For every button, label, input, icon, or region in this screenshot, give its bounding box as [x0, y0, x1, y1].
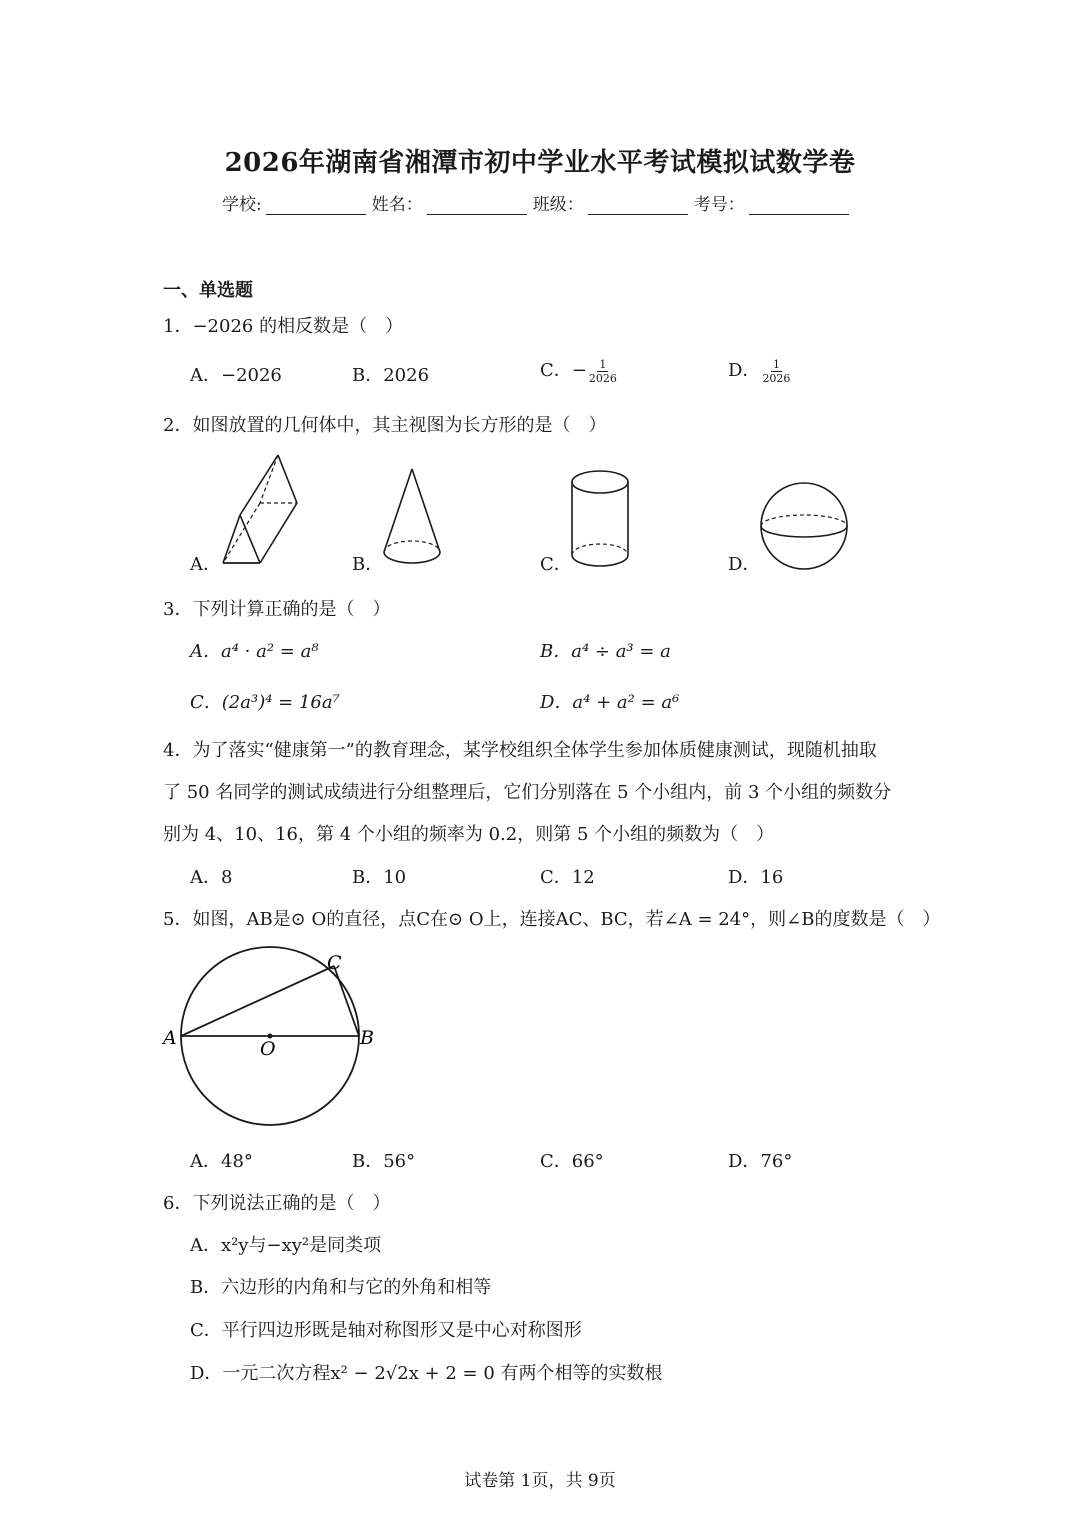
cylinder-figure [568, 465, 633, 575]
q4-line-3: 别为 4、10、16，第 4 个小组的频率为 0.2，则第 5 个小组的频数为（ ） [163, 824, 775, 845]
point-label-a: A [163, 1027, 177, 1049]
q4-option-c: C．12 [540, 867, 595, 888]
q3-option-d: D．a⁴ + a² = a⁶ [540, 692, 680, 713]
q4-option-b: B．10 [352, 867, 407, 888]
school-label: 学校: [222, 195, 262, 215]
prism-figure [215, 450, 305, 570]
point-label-b: B [360, 1027, 374, 1049]
q3-option-c: C．(2a³)⁴ = 16a⁷ [190, 692, 340, 713]
school-blank [266, 196, 366, 215]
q4-line-2: 了 50 名同学的测试成绩进行分组整理后，它们分别落在 5 个小组内，前 3 个小组的频数分 [163, 782, 892, 803]
exam-number-blank [749, 196, 849, 215]
q3-stem: 3．下列计算正确的是（ ） [163, 599, 391, 620]
q1-option-d-fraction [762, 358, 790, 385]
section-heading: 一、单选题 [163, 280, 253, 301]
point-label-c: C [327, 952, 342, 974]
cone-figure [380, 465, 445, 575]
page-footer: 试卷第 1页，共 9页 [464, 1471, 616, 1491]
q1-stem: 1．−2026 的相反数是（ ） [163, 316, 404, 337]
circle-diagram [160, 942, 380, 1132]
q1-option-d [728, 356, 790, 385]
chord-bc [334, 966, 359, 1036]
q6-stem: 6．下列说法正确的是（ ） [163, 1193, 391, 1214]
q6-option-b: B．六边形的内角和与它的外角和相等 [190, 1277, 492, 1298]
q3-option-b: B．a⁴ ÷ a³ = a [540, 641, 671, 662]
q1-option-b: B．2026 [352, 365, 430, 386]
q1-option-d-prefix: D． [728, 360, 761, 381]
q1-d-numerator: 1 [772, 357, 780, 371]
q6-option-c: C．平行四边形既是轴对称图形又是中心对称图形 [190, 1320, 582, 1341]
q2-option-c-label: C． [540, 554, 572, 575]
q4-option-a: A．8 [190, 867, 233, 888]
q5-stem: 5．如图，AB是⊙ O的直径，点C在⊙ O上，连接AC、BC，若∠A = 24°，则∠B的度数是（ ） [163, 909, 941, 930]
q2-option-a-label: A． [190, 554, 221, 575]
class-label: 班级： [532, 195, 584, 215]
name-blank [427, 196, 527, 215]
sphere-figure [757, 480, 852, 572]
q1-option-c-fraction [589, 358, 617, 385]
exam-title: 2026年湖南省湘潭市初中学业水平考试模拟试数学卷 [224, 148, 856, 178]
q2-stem: 2．如图放置的几何体中，其主视图为长方形的是（ ） [163, 415, 607, 436]
student-info-row [222, 190, 855, 215]
q5-option-b: B．56° [352, 1151, 416, 1172]
q5-option-d: D．76° [728, 1151, 793, 1172]
q3-option-a: A．a⁴ · a² = a⁸ [190, 641, 319, 662]
q1-c-denominator: 2026 [588, 371, 617, 385]
q1-c-numerator: 1 [599, 357, 607, 371]
q4-line-1: 4．为了落实“健康第一”的教育理念，某学校组织全体学生参加体质健康测试，现随机抽取 [163, 740, 877, 761]
name-label: 姓名： [371, 195, 423, 215]
q5-option-a: A．48° [190, 1151, 253, 1172]
point-label-o: O [260, 1038, 276, 1060]
q1-option-c-prefix: C．− [540, 360, 587, 381]
q4-option-d: D．16 [728, 867, 784, 888]
q2-option-b-label: B． [352, 554, 384, 575]
q6-option-a: A．x²y与−xy²是同类项 [190, 1235, 382, 1256]
q1-option-a: A．−2026 [190, 365, 282, 386]
q5-option-c: C．66° [540, 1151, 604, 1172]
q1-d-denominator: 2026 [762, 371, 791, 385]
q2-option-d-label: D． [728, 554, 761, 575]
q6-option-d: D．一元二次方程x² − 2√2x + 2 = 0 有两个相等的实数根 [190, 1363, 663, 1384]
class-blank [588, 196, 688, 215]
q1-option-c [540, 356, 617, 385]
exam-number-label: 考号： [693, 195, 745, 215]
